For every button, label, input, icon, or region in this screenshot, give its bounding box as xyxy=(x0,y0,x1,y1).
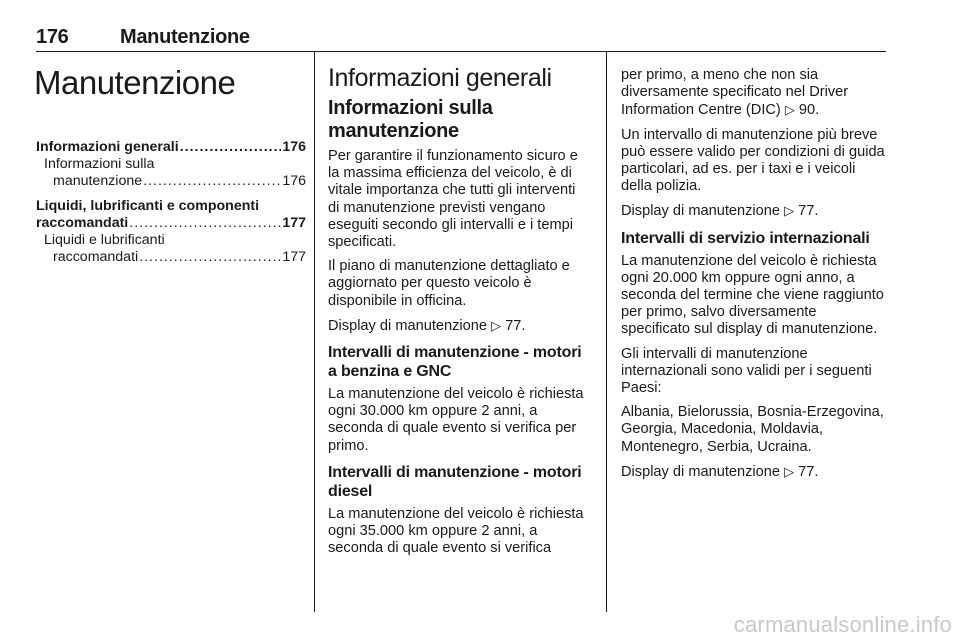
page-ref-arrow-icon: ▷ xyxy=(784,463,795,479)
page-header xyxy=(36,26,886,52)
column-divider xyxy=(606,52,607,612)
toc-entry[interactable]: Liquidi e lubrificanti xyxy=(44,232,165,248)
subsection-heading: Informazioni sulla manutenzione xyxy=(328,97,493,142)
table-of-contents xyxy=(36,139,306,266)
cross-reference[interactable]: Display di manutenzione ▷ 77. xyxy=(621,203,819,220)
column-1 xyxy=(36,52,306,266)
paragraph: La manutenzione del veicolo è richiesta ogni 20.000 km oppure ogni anno, a seconda del termine che viene raggiunto per primo, salvo diversamente specificato sul display di manutenzione. xyxy=(621,252,884,338)
paragraph: Per garantire il funzionamento sicuro e la massima efficienza del veicolo, è di vitale importanza che tutti gli interventi di manutenzione previsti vengano eseguiti secondo gli intervalli e i tempi specificati. xyxy=(328,148,578,251)
paragraph: La manutenzione del veicolo è richiesta ogni 35.000 km oppure 2 anni, a seconda di quale evento si verifica xyxy=(328,505,584,557)
section-heading: Informazioni generali xyxy=(328,64,552,92)
toc-entry[interactable]: Informazioni sulla xyxy=(44,156,155,172)
column-3 xyxy=(621,52,887,488)
subheading: Intervalli di manutenzione - motori a benzina e GNC xyxy=(328,344,582,381)
page-ref-arrow-icon: ▷ xyxy=(491,317,502,333)
paragraph: Gli intervalli di manutenzione internazionali sono validi per i seguenti Paesi: xyxy=(621,345,872,397)
page-ref-arrow-icon: ▷ xyxy=(784,102,795,118)
toc-entry[interactable]: raccomandati ..... 177 xyxy=(36,215,306,232)
running-title: Manutenzione xyxy=(120,26,250,48)
watermark: carmanualsonline.info xyxy=(733,612,952,637)
cross-reference[interactable]: Display di manutenzione ▷ 77. xyxy=(328,317,526,334)
toc-entry[interactable]: raccomandati ..... 177 xyxy=(36,249,306,266)
subheading: Intervalli di manutenzione - motori diesel xyxy=(328,463,582,500)
paragraph: per primo, a meno che non sia diversamente specificato nel Driver Information Centre (DIC) ▷ 90. xyxy=(621,67,849,119)
chapter-title: Manutenzione xyxy=(34,64,236,101)
page-number: 176 xyxy=(36,26,69,48)
paragraph: Il piano di manutenzione dettagliato e aggiornato per questo veicolo è disponibile in officina. xyxy=(328,258,570,309)
toc-entry[interactable]: manutenzione ..... 176 xyxy=(36,173,306,190)
paragraph: Un intervallo di manutenzione più breve può essere valido per condizioni di guida particolari, ad es. per i taxi e i veicoli della polizia. xyxy=(621,126,885,195)
paragraph: La manutenzione del veicolo è richiesta ogni 30.000 km oppure 2 anni, a seconda di quale evento si verifica per primo. xyxy=(328,386,584,454)
toc-entry[interactable]: Liquidi, lubrificanti e componenti xyxy=(36,198,260,214)
cross-reference[interactable]: Display di manutenzione ▷ 77. xyxy=(621,463,819,480)
toc-entry[interactable]: Informazioni generali ..... 176 xyxy=(36,139,306,156)
column-2 xyxy=(328,52,590,564)
paragraph: Albania, Bielorussia, Bosnia-Erzegovina, Georgia, Macedonia, Moldavia, Montenegro, Serbia, Ucraina. xyxy=(621,404,884,455)
subheading: Intervalli di servizio internazionali xyxy=(621,229,870,247)
page-ref-arrow-icon: ▷ xyxy=(784,203,795,219)
column-divider xyxy=(314,52,315,612)
